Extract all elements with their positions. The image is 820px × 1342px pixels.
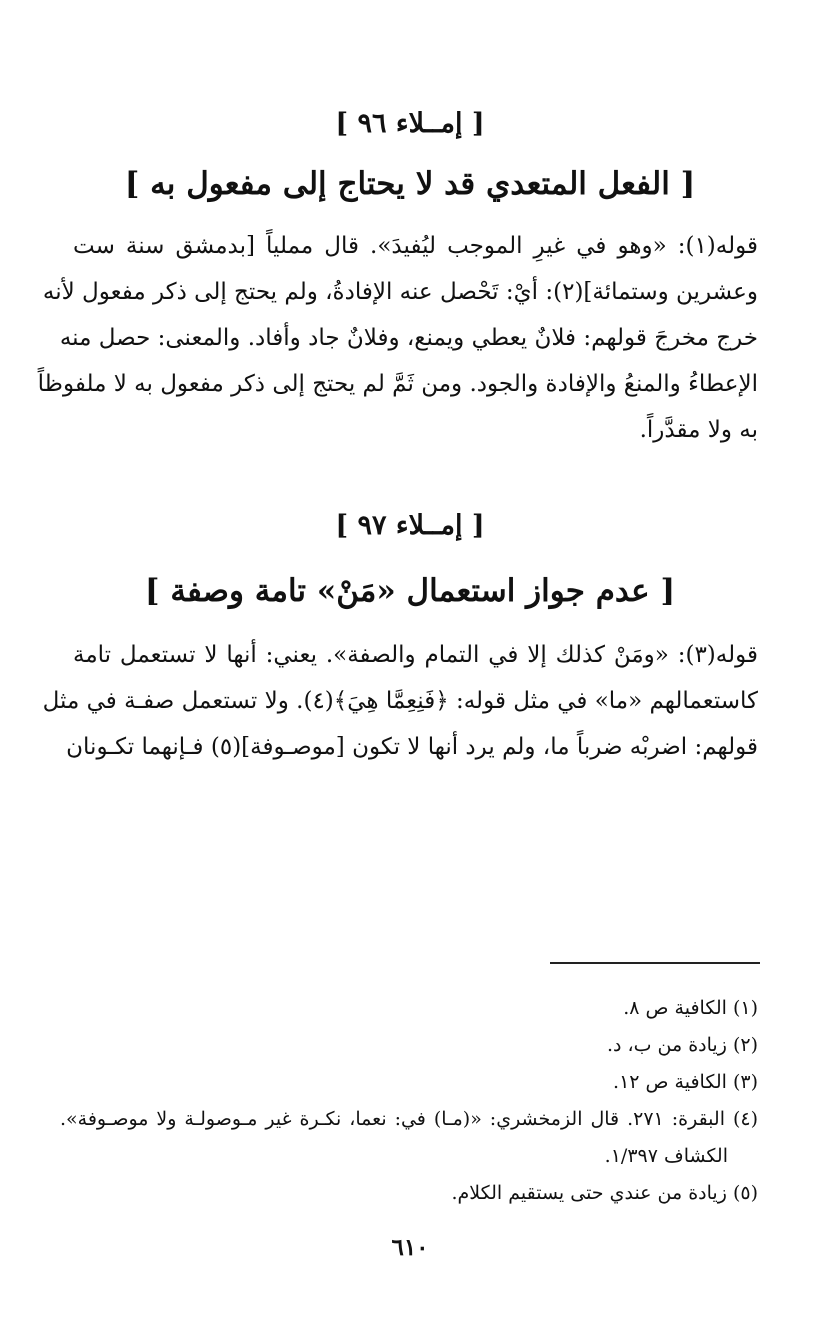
footnote-continuation: الكشاف ١/٣٩٧.	[604, 1145, 728, 1167]
footnote: (٣) الكافية ص ١٢.	[613, 1071, 758, 1093]
footnotes	[60, 990, 758, 1212]
dictation-number-heading: [ إمــلاء ٩٦ ]	[335, 108, 485, 139]
text-line: كاستعمالهم «ما» في مثل قوله: ﴿فَنِعِمَّا هِيَ﴾(٤). ولا تستعمل صفـة في مثل	[42, 688, 758, 714]
text-line: الإعطاءُ والمنعُ والإفادة والجود. ومن ثَمَّ لم يحتج إلى ذكر مفعول به لا ملفوظاً	[37, 371, 758, 397]
text-line: وعشرين وستمائة](٢): أيْ: تَحْصل عنه الإفادةُ، ولم يحتج إلى ذكر مفعول لأنه	[42, 279, 758, 305]
text-line: قوله(٣): «ومَنْ كذلك إلا في التمام والصفة». يعني: أنها لا تستعمل تامة	[73, 642, 758, 668]
section-title: [ عدم جواز استعمال «مَنْ» تامة وصفة ]	[144, 573, 676, 609]
text-line: به ولا مقدَّراً.	[639, 417, 758, 443]
footnote: (٥) زيادة من عندي حتى يستقيم الكلام.	[451, 1182, 758, 1204]
text-line: قوله(١): «وهو في غيرِ الموجب ليُفيدَ». قال مملياً [بدمشق سنة ست	[73, 233, 758, 259]
footnote: (٢) زيادة من ب، د.	[606, 1034, 758, 1056]
page-number: ٦١٠	[391, 1234, 429, 1261]
footnote-separator	[550, 962, 760, 964]
text-line: خرج مخرجَ قولهم: فلانٌ يعطي ويمنع، وفلانٌ جاد وأفاد. والمعنى: حصل منه	[59, 325, 758, 351]
footnote: (٤) البقرة: ٢٧١. قال الزمخشري: «(مـا) في: نعما، نكـرة غير مـوصولـة ولا موصـوفة».	[60, 1108, 758, 1130]
dictation-number-heading: [ إمــلاء ٩٧ ]	[335, 510, 485, 541]
section-title: [ الفعل المتعدي قد لا يحتاج إلى مفعول به ]	[124, 166, 696, 202]
text-line: قولهم: اضربْه ضرباً ما، ولم يرد أنها لا تكون [موصـوفة](٥) فـإنهما تكـونان	[66, 734, 758, 760]
footnote: (١) الكافية ص ٨.	[623, 997, 758, 1019]
paragraph	[42, 632, 758, 770]
paragraph	[37, 223, 758, 453]
